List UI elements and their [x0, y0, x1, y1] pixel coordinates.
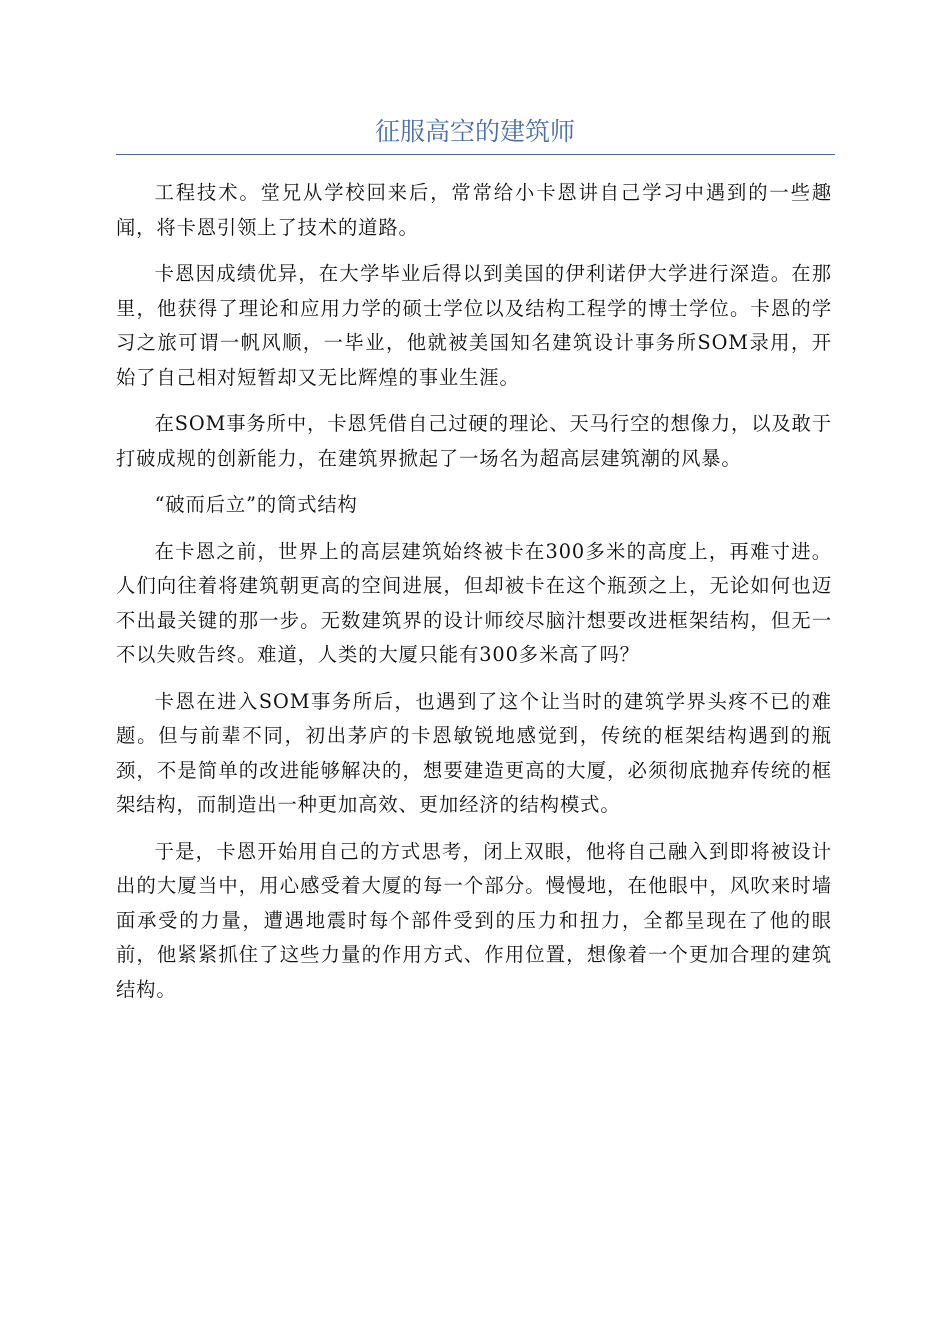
paragraph-5: 卡恩在进入SOM事务所后，也遇到了这个让当时的建筑学界头疼不已的难题。但与前辈不同，初出茅庐的卡恩敏锐地感觉到，传统的框架结构遇到的瓶颈，不是简单的改进能够解决的，想要建造更高的大厦，必须彻底抛弃传统的框架结构，而制造出一种更加高效、更加经济的结构模式。: [116, 689, 832, 816]
page-title: 征服高空的建筑师: [374, 117, 575, 146]
paragraph-3: 在SOM事务所中，卡恩凭借自己过硬的理论、天马行空的想像力，以及敢于打破成规的创新能力，在建筑界掀起了一场名为超高层建筑潮的风暴。: [116, 412, 832, 470]
title-underline: [116, 154, 835, 155]
paragraph-2: 卡恩因成绩优异，在大学毕业后得以到美国的伊利诺伊大学进行深造。在那里，他获得了理论和应用力学的硕士学位以及结构工程学的博士学位。卡恩的学习之旅可谓一帆风顺，一毕业，他就被美国知名建筑设计事务所SOM录用，开始了自己相对短暂却又无比辉煌的事业生涯。: [116, 262, 832, 389]
section-heading: “破而后立”的筒式结构: [154, 493, 358, 516]
paragraph-6: 于是，卡恩开始用自己的方式思考，闭上双眼，他将自己融入到即将被设计出的大厦当中，用心感受着大厦的每一个部分。慢慢地，在他眼中，风吹来时墙面承受的力量，遭遇地震时每个部件受到的压力和扭力，全都呈现在了他的眼前，他紧紧抓住了这些力量的作用方式、作用位置，想像着一个更加合理的建筑结构。: [116, 839, 832, 1001]
paragraph-1: 工程技术。堂兄从学校回来后，常常给小卡恩讲自己学习中遇到的一些趣闻，将卡恩引领上了技术的道路。: [116, 181, 832, 239]
paragraph-4: 在卡恩之前，世界上的高层建筑始终被卡在300多米的高度上，再难寸进。人们向往着将建筑朝更高的空间进展，但却被卡在这个瓶颈之上，无论如何也迈不出最关键的那一步。无数建筑界的设计师绞尽脑汁想要改进框架结构，但无一不以失败告终。难道，人类的大厦只能有300多米高了吗？: [116, 539, 832, 666]
document-body: [116, 176, 832, 1019]
